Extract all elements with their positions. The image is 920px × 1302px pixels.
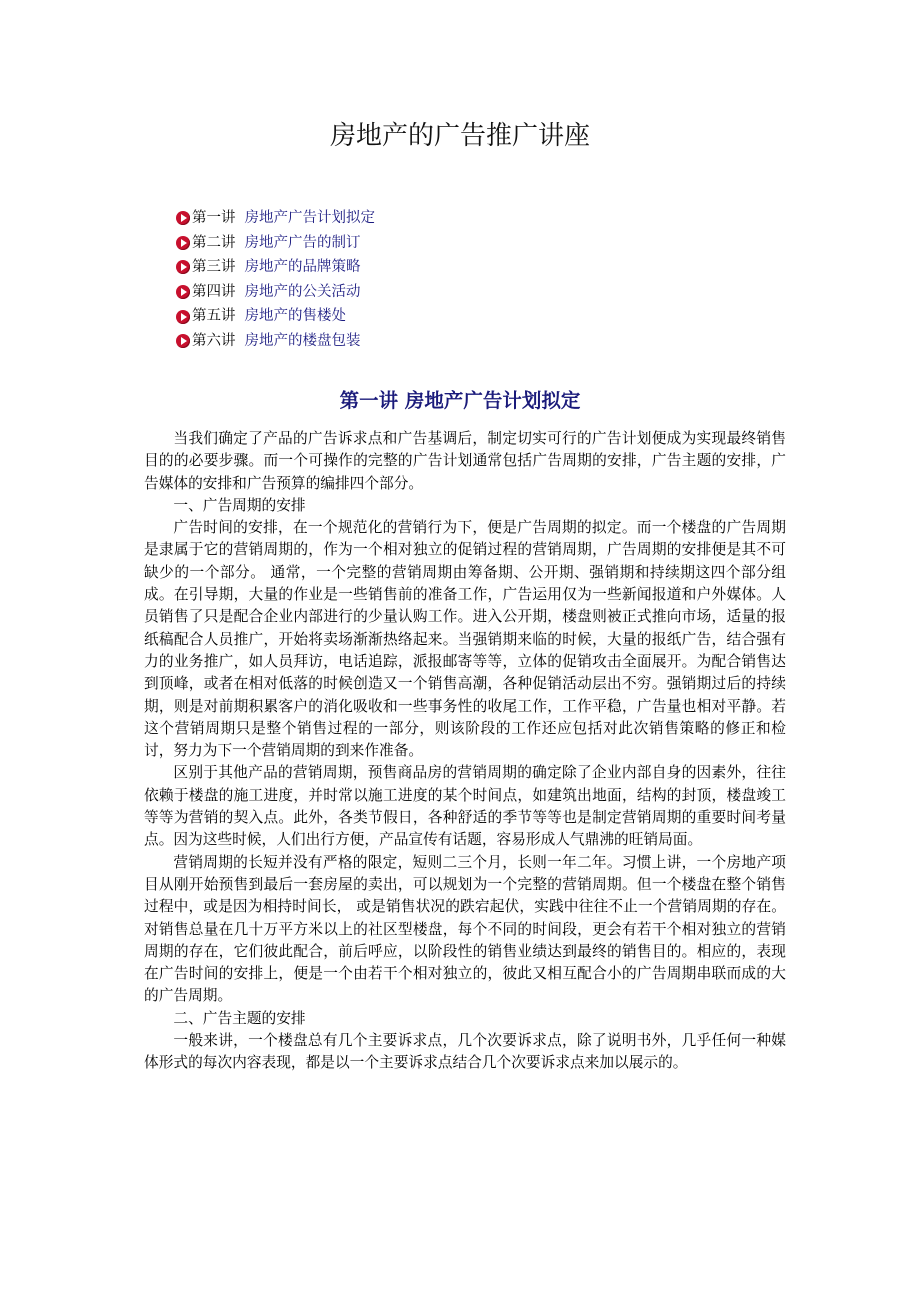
body-paragraph: 一般来讲，一个楼盘总有几个主要诉求点，几个次要诉求点，除了说明书外，几乎任何一种媒体形式的每次内容表现，都是以一个主要诉求点结合几个次要诉求点来加以展示的。: [144, 1032, 786, 1072]
toc-item-5[interactable]: [176, 304, 375, 329]
subheading-ad-cycle: 一、广告周期的安排: [173, 496, 306, 514]
toc-item-6[interactable]: [176, 329, 375, 354]
toc-item-number: 第二讲: [192, 234, 236, 251]
body-paragraph: 区别于其他产品的营销周期，预售商品房的营销周期的确定除了企业内部自身的因素外，往往依赖于楼盘的施工进度，并时常以施工进度的某个时间点，如建筑出地面，结构的封顶，楼盘竣工等等为营销的契入点。此外，各类节假日，各种舒适的季节等等也是制定营销周期的重要时间考量点。因为这些时候，人们出行方便，产品宣传有话题，容易形成人气鼎沸的旺销局面。: [144, 764, 786, 849]
arrow-bullet-icon: [176, 285, 190, 299]
toc-item-number: 第一讲: [192, 210, 236, 226]
toc-item-number: 第五讲: [192, 308, 236, 325]
toc-item-link[interactable]: 房地产的品牌策略: [244, 259, 361, 276]
toc-item-link[interactable]: 房地产的售楼处: [244, 308, 346, 325]
table-of-contents: [176, 206, 375, 354]
body-paragraph: 营销周期的长短并没有严格的限定，短则二三个月，长则一年二年。习惯上讲，一个房地产项目从刚开始预售到最后一套房屋的卖出，可以规划为一个完整的营销周期。但一个楼盘在整个销售过程中，或是因为相持时间长， 或是销售状况的跌宕起伏，实践中往往不止一个营销周期的存在。对销售总量在几十万平方米以上的社区型楼盘，每个不同的时间段，更会有若干个相对独立的营销周期的存在，它们彼此配合，前后呼应，以阶段性的销售业绩达到最终的销售目的。相应的，表现在广告时间的安排上，便是一个由若干个相对独立的，彼此又相互配合小的广告周期串联而成的大的广告周期。: [144, 853, 786, 1005]
toc-item-link[interactable]: 房地产广告的制订: [244, 234, 361, 251]
subheading-ad-theme: 二、广告主题的安排: [173, 1009, 306, 1027]
toc-item-number: 第六讲: [192, 332, 236, 349]
arrow-bullet-icon: [176, 334, 190, 348]
section-heading: 第一讲 房地产广告计划拟定: [339, 389, 581, 412]
arrow-bullet-icon: [176, 236, 190, 250]
toc-item-3[interactable]: [176, 255, 375, 280]
document-title: 房地产的广告推广讲座: [329, 121, 590, 151]
arrow-bullet-icon: [176, 310, 190, 324]
toc-item-link[interactable]: 房地产广告计划拟定: [244, 210, 375, 226]
toc-item-2[interactable]: [176, 231, 375, 256]
toc-item-1[interactable]: [176, 206, 375, 231]
section-body: [144, 428, 786, 1075]
body-paragraph: 广告时间的安排，在一个规范化的营销行为下，便是广告周期的拟定。而一个楼盘的广告周期是隶属于它的营销周期的，作为一个相对独立的促销过程的营销周期，广告周期的安排便是其不可缺少的一个部分。 通常，一个完整的营销周期由筹备期、公开期、强销期和持续期这四个部分组成。在引导期，大量的作业是一些销售前的准备工作，广告运用仅为一些新闻报道和户外媒体。人员销售了只是配合企业内部进行的少量认购工作。进入公开期，楼盘则被正式推向市场，适量的报纸稿配合人员推广，开始将卖场渐渐热络起来。当强销期来临的时候，大量的报纸广告，结合强有力的业务推广，如人员拜访，电话追踪，派报邮寄等等，立体的促销攻击全面展开。为配合销售达到顶峰，或者在相对低落的时候创造又一个销售高潮，各种促销活动层出不穷。强销期过后的持续期，则是对前期积累客户的消化吸收和一些事务性的收尾工作，工作平稳，广告量也相对平静。若这个营销周期只是整个销售过程的一部分，则该阶段的工作还应包括对此次销售策略的修正和检讨，努力为下一个营销周期的到来作准备。: [144, 519, 786, 760]
toc-item-4[interactable]: [176, 280, 375, 305]
arrow-bullet-icon: [176, 211, 190, 225]
toc-item-link[interactable]: 房地产的公关活动: [244, 283, 361, 300]
toc-item-number: 第四讲: [192, 283, 236, 300]
toc-item-link[interactable]: 房地产的楼盘包装: [244, 332, 361, 349]
arrow-bullet-icon: [176, 260, 190, 274]
intro-paragraph: 当我们确定了产品的广告诉求点和广告基调后，制定切实可行的广告计划便成为实现最终销售目的的必要步骤。而一个可操作的完整的广告计划通常包括广告周期的安排，广告主题的安排，广告媒体的安排和广告预算的编排四个部分。: [144, 430, 786, 492]
toc-item-number: 第三讲: [192, 259, 236, 276]
